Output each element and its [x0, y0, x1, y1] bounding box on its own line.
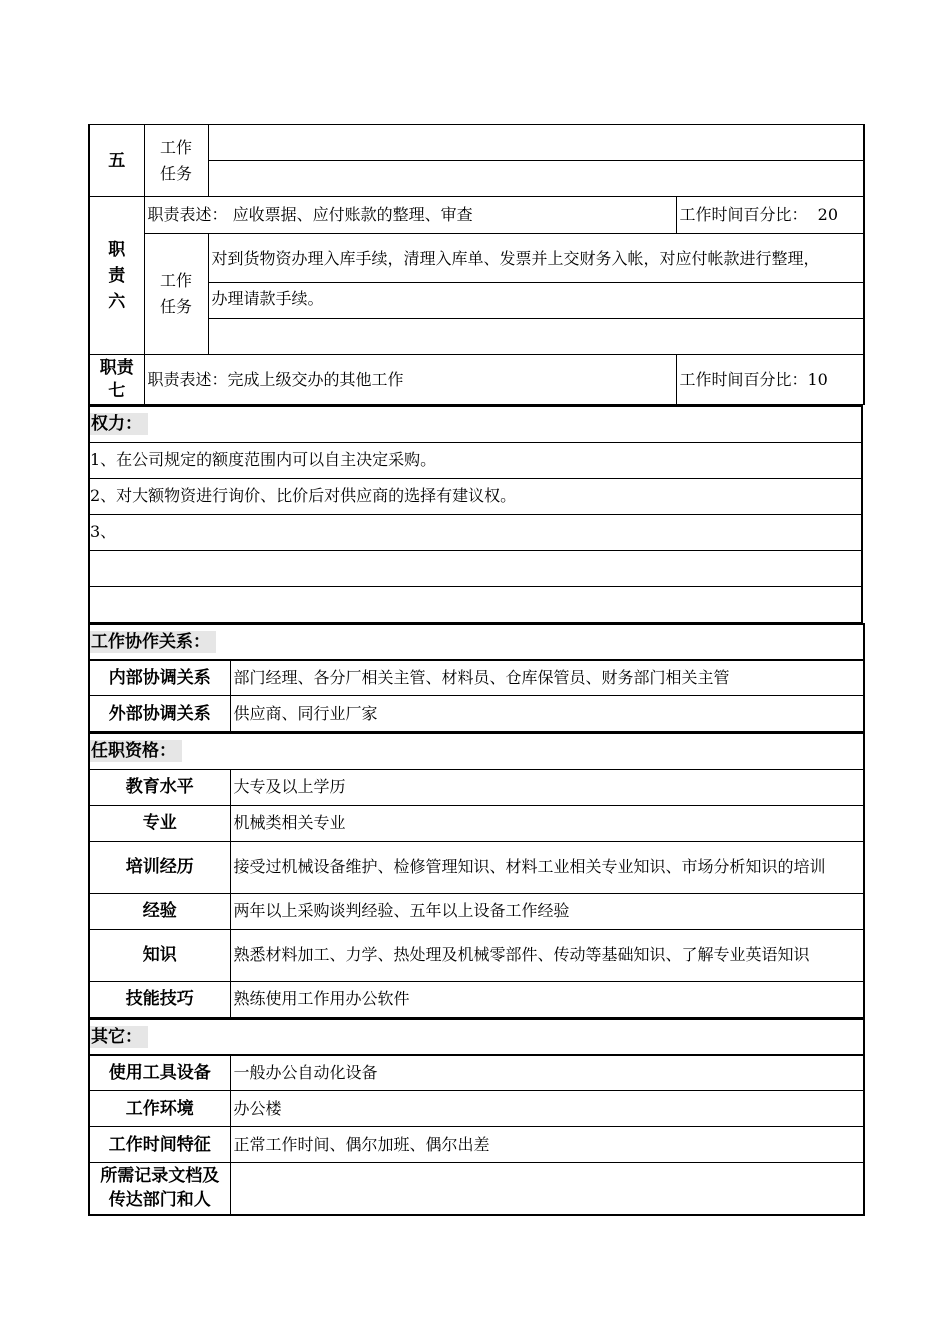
duty-five-task-2: [208, 161, 864, 197]
duty-five-task-label: 工作 任务: [144, 125, 208, 197]
power-section-title: 权力：: [90, 413, 148, 435]
skills-value: 熟练使用工作用办公软件: [230, 981, 864, 1017]
power-table: [88, 405, 863, 623]
tools-value: 一般办公自动化设备: [230, 1055, 864, 1091]
duty-seven-label: 职责 七: [89, 355, 144, 405]
power-item: [89, 550, 862, 586]
records-label: 所需记录文档及传达部门和人: [89, 1163, 230, 1215]
education-value: 大专及以上学历: [230, 769, 864, 805]
education-label: 教育水平: [89, 769, 230, 805]
environment-value: 办公楼: [230, 1091, 864, 1127]
experience-value: 两年以上采购谈判经验、五年以上设备工作经验: [230, 893, 864, 929]
work-time-value: 正常工作时间、偶尔加班、偶尔出差: [230, 1127, 864, 1163]
duty-six-time-percent: 工作时间百分比： 20: [676, 197, 864, 234]
tools-label: 使用工具设备: [89, 1055, 230, 1091]
duty-six-task-1: 对到货物资办理入库手续，清理入库单、发票并上交财务入帐，对应付帐款进行整理，: [208, 234, 864, 283]
duties-table: [88, 124, 865, 405]
duty-six-task-3: [208, 319, 864, 355]
duty-six-task-2: 办理请款手续。: [208, 283, 864, 319]
knowledge-label: 知识: [89, 929, 230, 981]
duty-six-description: 职责表述： 应收票据、应付账款的整理、审查: [144, 197, 676, 234]
skills-label: 技能技巧: [89, 981, 230, 1017]
power-item: 2、对大额物资进行询价、比价后对供应商的选择有建议权。: [89, 478, 862, 514]
major-label: 专业: [89, 805, 230, 841]
power-item: [89, 586, 862, 622]
duty-five-task-1: [208, 125, 864, 161]
records-value: [230, 1163, 864, 1215]
internal-relations-label: 内部协调关系: [89, 660, 230, 696]
experience-label: 经验: [89, 893, 230, 929]
other-section-title: 其它：: [90, 1026, 148, 1048]
external-relations-label: 外部协调关系: [89, 696, 230, 732]
relations-section-title: 工作协作关系：: [90, 631, 216, 653]
duty-seven-time-percent: 工作时间百分比：10: [676, 355, 864, 405]
duty-five-label: 五: [89, 125, 144, 197]
power-item: 3、: [89, 514, 862, 550]
environment-label: 工作环境: [89, 1091, 230, 1127]
external-relations-value: 供应商、同行业厂家: [230, 696, 864, 732]
work-time-label: 工作时间特征: [89, 1127, 230, 1163]
knowledge-value: 熟悉材料加工、力学、热处理及机械零部件、传动等基础知识、了解专业英语知识: [230, 929, 864, 981]
duty-six-label: 职 责 六: [89, 197, 144, 355]
qualifications-table: [88, 732, 865, 1018]
other-table: [88, 1018, 865, 1216]
training-value: 接受过机械设备维护、检修管理知识、材料工业相关专业知识、市场分析知识的培训: [230, 841, 864, 893]
job-description-page: [88, 124, 863, 1216]
power-item: 1、在公司规定的额度范围内可以自主决定采购。: [89, 442, 862, 478]
training-label: 培训经历: [89, 841, 230, 893]
duty-seven-description: 职责表述：完成上级交办的其他工作: [144, 355, 676, 405]
qualifications-section-title: 任职资格：: [90, 740, 182, 762]
major-value: 机械类相关专业: [230, 805, 864, 841]
duty-six-task-label: 工作 任务: [144, 234, 208, 355]
relations-table: [88, 623, 865, 733]
internal-relations-value: 部门经理、各分厂相关主管、材料员、仓库保管员、财务部门相关主管: [230, 660, 864, 696]
